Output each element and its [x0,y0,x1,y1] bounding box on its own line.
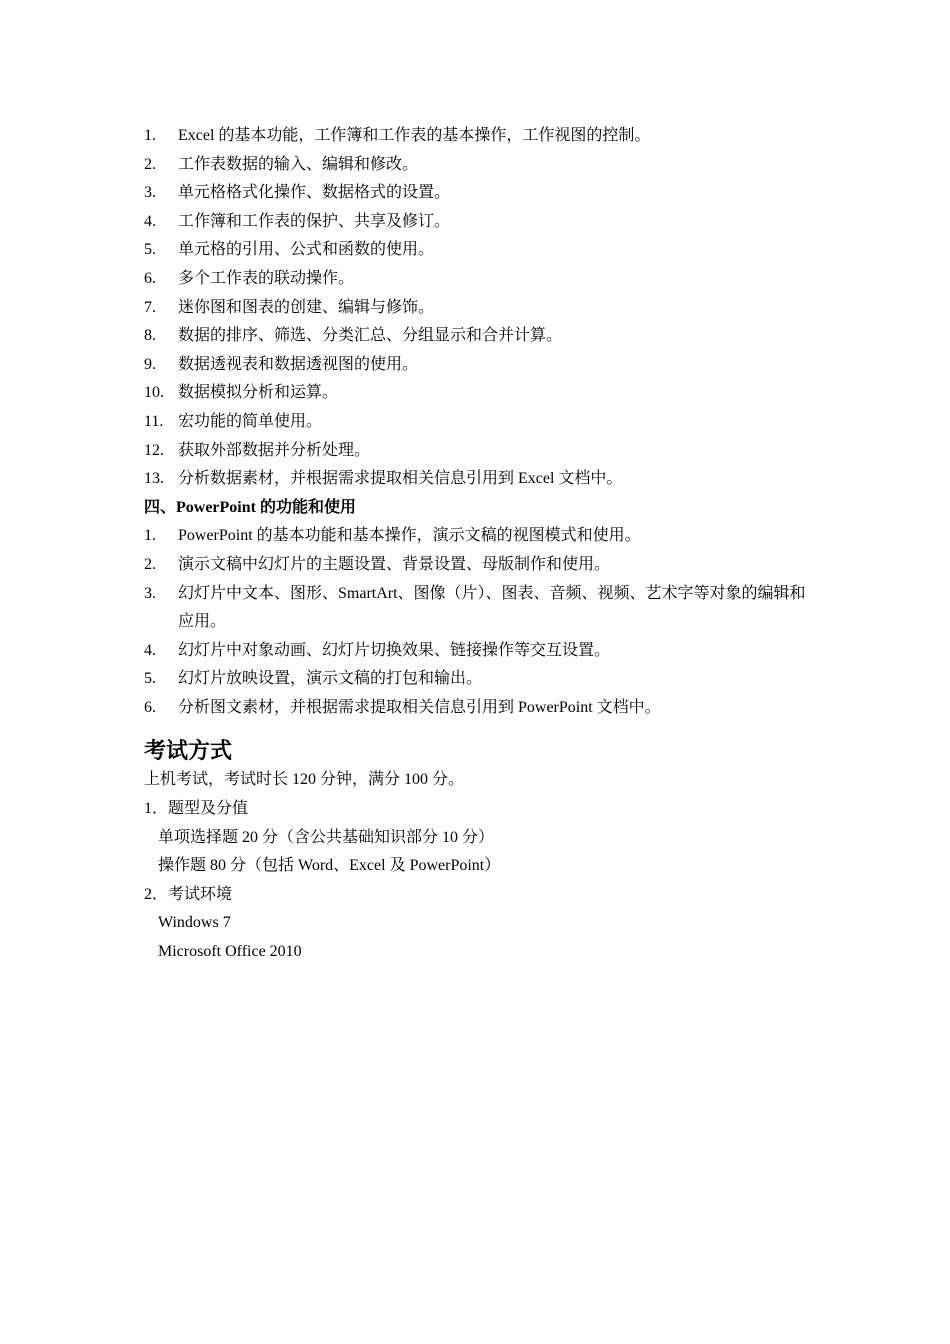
item-text: 单元格格式化操作、数据格式的设置。 [178,184,451,202]
environment-heading: 2．考试环境 [144,885,233,903]
list-item [144,465,814,494]
item-number: 4. [144,212,156,230]
item-number: 8. [144,327,156,345]
item-number: 10. [144,384,164,402]
list-item [144,522,814,551]
item-text: 分析图文素材，并根据需求提取相关信息引用到 PowerPoint 文档中。 [178,698,661,716]
item-number: 11. [144,412,164,430]
list-item [144,322,814,351]
item-number: 13. [144,470,164,488]
powerpoint-list [144,522,814,722]
item-number: 7. [144,298,156,316]
item-text: 多个工作表的联动操作。 [178,269,355,287]
item-text: 演示文稿中幻灯片的主题设置、背景设置、母版制作和使用。 [178,555,611,573]
item-number: 3. [144,584,156,602]
item-number: 6. [144,269,156,287]
item-text: 幻灯片放映设置，演示文稿的打包和输出。 [178,670,483,688]
item-number: 4. [144,641,156,659]
item-text: 宏功能的简单使用。 [178,412,323,430]
question-types-heading: 1．题型及分值 [144,800,249,818]
exam-section-title: 考试方式 [144,738,233,764]
item-number: 5. [144,670,156,688]
list-item [144,637,814,666]
item-text: Excel 的基本功能，工作簿和工作表的基本操作，工作视图的控制。 [178,127,651,144]
item-text: 数据的排序、筛选、分类汇总、分组显示和合并计算。 [178,327,563,345]
item-number: 2. [144,555,156,573]
question-type-line: 单项选择题 20 分（含公共基础知识部分 10 分） [158,828,495,846]
list-item [144,351,814,380]
item-text: 数据模拟分析和运算。 [178,384,339,402]
environment-line: Windows 7 [158,914,231,932]
list-item [144,265,814,294]
item-text: 数据透视表和数据透视图的使用。 [178,355,419,373]
document-content [144,122,814,967]
environment-line: Microsoft Office 2010 [158,943,302,961]
list-item [144,122,814,151]
item-number: 1. [144,527,156,545]
exam-intro: 上机考试，考试时长 120 分钟，满分 100 分。 [144,771,465,789]
section-heading-powerpoint: 四、PowerPoint 的功能和使用 [144,498,356,516]
list-item [144,208,814,237]
item-text: 单元格的引用、公式和函数的使用。 [178,241,435,259]
excel-list [144,122,814,494]
list-item [144,379,814,408]
item-number: 3. [144,184,156,202]
list-item [144,665,814,694]
list-item [144,580,814,637]
item-text: 幻灯片中文本、图形、SmartArt、图像（片）、图表、音频、视频、艺术字等对象的编辑和应用。 [178,584,806,631]
list-item [144,437,814,466]
item-number: 6. [144,698,156,716]
item-number: 2. [144,155,156,173]
item-text: 幻灯片中对象动画、幻灯片切换效果、链接操作等交互设置。 [178,641,611,659]
list-item [144,151,814,180]
item-number: 1. [144,127,156,144]
list-item [144,408,814,437]
list-item [144,294,814,323]
item-text: 工作表数据的输入、编辑和修改。 [178,155,419,173]
item-number: 9. [144,355,156,373]
question-type-line: 操作题 80 分（包括 Word、Excel 及 PowerPoint） [158,857,501,875]
item-text: 迷你图和图表的创建、编辑与修饰。 [178,298,435,316]
item-number: 5. [144,241,156,259]
list-item [144,551,814,580]
item-text: 分析数据素材，并根据需求提取相关信息引用到 Excel 文档中。 [178,470,623,488]
item-text: 工作簿和工作表的保护、共享及修订。 [178,212,451,230]
item-number: 12. [144,441,164,459]
item-text: PowerPoint 的基本功能和基本操作，演示文稿的视图模式和使用。 [178,527,641,545]
list-item [144,236,814,265]
list-item [144,694,814,723]
item-text: 获取外部数据并分析处理。 [178,441,371,459]
list-item [144,179,814,208]
